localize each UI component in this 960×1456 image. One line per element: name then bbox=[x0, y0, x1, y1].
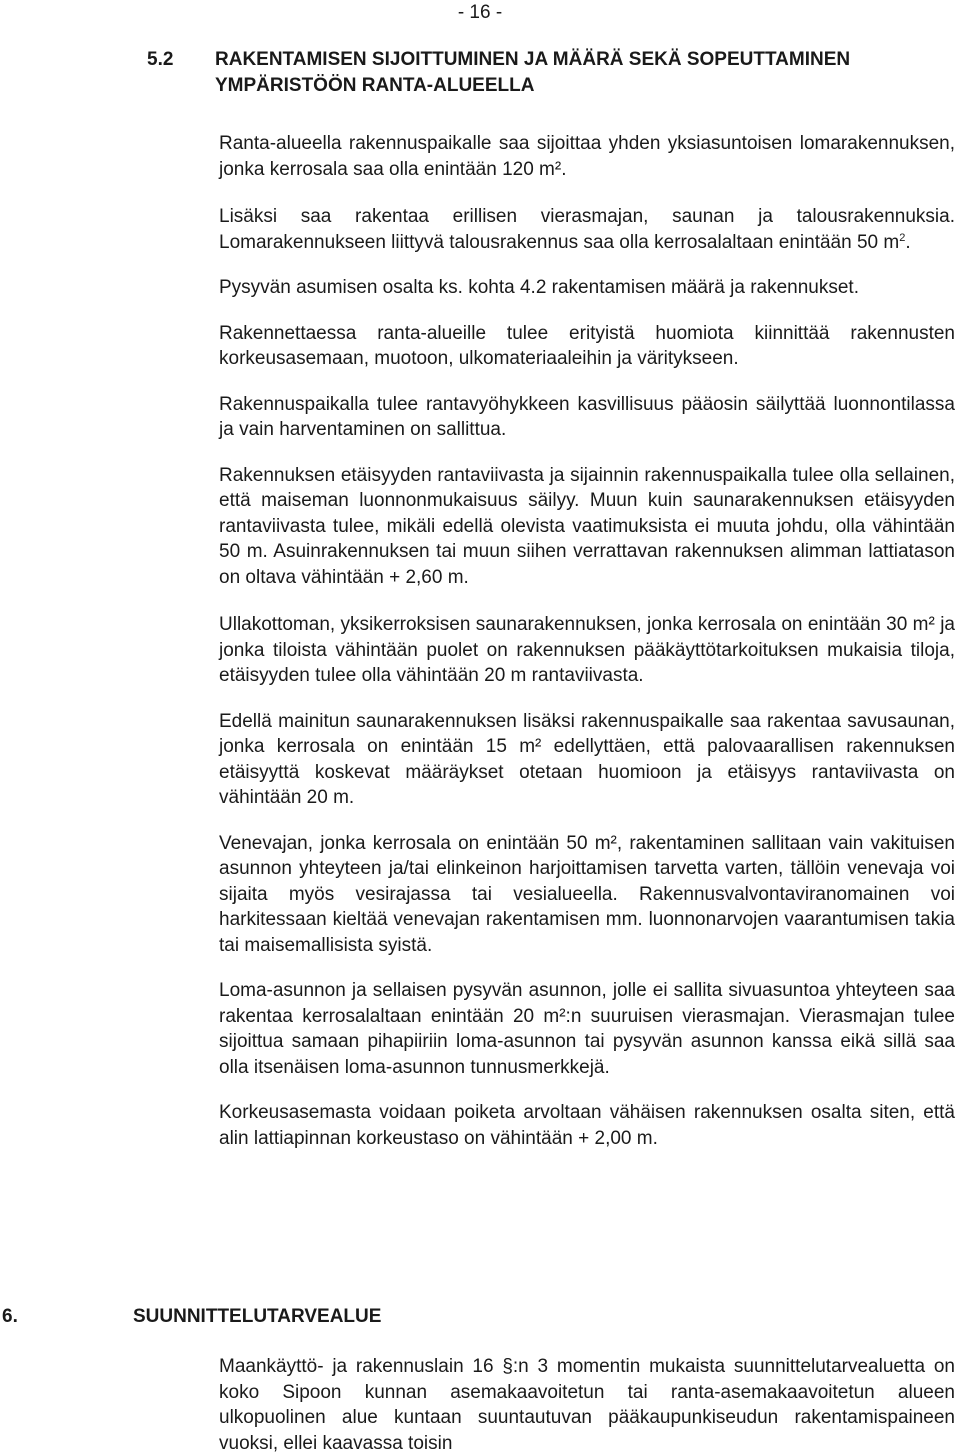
paragraph: Edellä mainitun saunarakennuksen lisäksi rakennuspaikalle saa rakentaa savusaunan, jonka kerrosala on enintään 15 m² edellyttäen, että palovaarallisen rakennuksen etäisyyttä koskevat määräykset otetaan huomioon ja etäisyys rantaviivasta on vähintään 20 m. bbox=[219, 710, 955, 808]
paragraph: Ranta-alueella rakennuspaikalle saa sijoittaa yhden yksiasuntoisen lomarakennuksen, jonka kerrosala saa olla enintään 120 m². bbox=[219, 133, 955, 180]
section-title-line-1: RAKENTAMISEN SIJOITTUMINEN JA MÄÄRÄ SEKÄ SOPEUTTAMINEN bbox=[215, 49, 851, 70]
paragraph: Loma-asunnon ja sellaisen pysyvän asunnon, jolle ei sallita sivuasuntoa yhteyteen saa rakentaa kerrosalaltaan enintään 20 m²:n suuruisen vierasmajan. Vierasmajan tulee sijoittua samaan pihapiiriin loma-asunnon tai pysyvän asunnon kanssa eikä sillä saa olla itsenäisen loma-asunnon tunnusmerkkejä. bbox=[219, 980, 955, 1078]
section-title-line-2: YMPÄRISTÖÖN RANTA-ALUEELLA bbox=[215, 75, 535, 96]
paragraph: Rakennuksen etäisyyden rantaviivasta ja sijainnin rakennuspaikalla tulee olla sellainen, että maiseman luonnonmukaisuus säilyy. Muun kuin saunarakennuksen etäisyyden rantaviivasta tulee, mikäli edellä olevista vaatimuksista ei muuta johdu, olla vähintään 50 m. Asuinrakennuksen tai muun siihen verrattavan rakennuksen alimman lattiatason on oltava vähintään + 2,60 m. bbox=[219, 464, 955, 588]
section-title: SUUNNITTELUTARVEALUE bbox=[133, 1306, 382, 1327]
section-number: 5.2 bbox=[147, 49, 174, 70]
section-5-2-body bbox=[219, 131, 955, 1171]
paragraph: Korkeusasemasta voidaan poiketa arvoltaan vähäisen rakennuksen osalta siten, että alin lattiapinnan korkeustaso on vähintään + 2,00 m. bbox=[219, 1102, 955, 1149]
paragraph: Pysyvän asumisen osalta ks. kohta 4.2 rakentamisen määrä ja rakennukset. bbox=[219, 277, 859, 298]
page-number: - 16 - bbox=[457, 2, 503, 23]
paragraph: Venevajan, jonka kerrosala on enintään 50 m², rakentaminen sallitaan vain vakituisen asunnon yhteyteen ja/tai elinkeinon harjoittamisen tarvetta varten, tällöin venevaja voi sijaita myös vesirajassa tai vesialueella. Rakennusvalvontaviranomainen voi harkitessaan kieltää venevajan rakentamisen mm. luonnonarvojen vaarantumisen takia tai maisemallisista syistä. bbox=[219, 832, 955, 956]
paragraph: Lisäksi saa rakentaa erillisen vierasmajan, saunan ja talousrakennuksia. Lomarakennukseen liittyvä talousrakennus saa olla kerrosalaltaan enintään 50 $m^2$. bbox=[219, 206, 955, 253]
paragraph: Rakennettaessa ranta-alueille tulee erityistä huomiota kiinnittää rakennusten korkeusasemaan, muotoon, ulkomateriaaleihin ja väritykseen. bbox=[219, 322, 955, 369]
paragraph: Ullakottoman, yksikerroksisen saunarakennuksen, jonka kerrosala on enintään 30 m² ja jonka tiloista vähintään puolet on rakennuksen pääkäyttötarkoituksen mukaisia tiloja, etäisyyden tulee olla vähintään 20 m rantaviivasta. bbox=[219, 614, 955, 686]
section-heading-5-2 bbox=[147, 47, 947, 99]
paragraph: Maankäyttö- ja rakennuslain 16 §:n 3 momentin mukaista suunnittelutarvealuetta on koko Sipoon kunnan asemakaavoitetun tai ranta-asemakaavoitetun alueen ulkopuolinen alue kuntaan suuntautuvan pääkaupunkiseudun rakentamispaineen vuoksi, ellei kaavassa toisin bbox=[219, 1356, 955, 1454]
section-number: 6. bbox=[2, 1306, 18, 1327]
section-heading-6 bbox=[2, 1304, 902, 1330]
paragraph: Rakennuspaikalla tulee rantavyöhykkeen kasvillisuus pääosin säilyttää luonnontilassa ja vain harventaminen on sallittua. bbox=[219, 393, 955, 440]
